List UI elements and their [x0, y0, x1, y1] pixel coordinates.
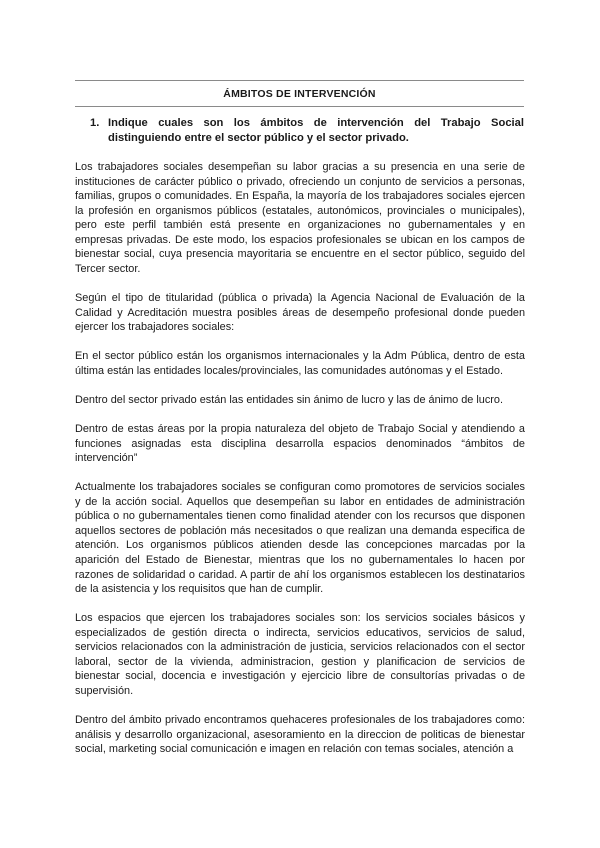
paragraph-2: Según el tipo de titularidad (pública o privada) la Agencia Nacional de Evaluación de la Calidad y Acreditación muestra posibles áreas de desempeño profesional donde pueden ejercer los trabajadores sociales:	[75, 291, 525, 334]
heading-bottom-rule	[75, 106, 524, 107]
paragraph-5: Dentro de estas áreas por la propia naturaleza del objeto de Trabajo Social y atendiendo a funciones asignadas esta disciplina desarrolla espacios denominados “ámbitos de intervención”	[75, 423, 525, 465]
paragraph-7: Los espacios que ejercen los trabajadores sociales son: los servicios sociales básicos y especializados de gestión directa o indirecta, servicios educativos, servicios de salud, servicios relacionados con la administración de justicia, servicios relacionados con el sector laboral, sector de la vivienda, administracion, gestion y planificacion de servicios de bienestar social, docencia e investigación y ejercicio libre de consultorías privadas o de supervisión.	[75, 612, 525, 697]
paragraph-8: Dentro del ámbito privado encontramos quehaceres profesionales de los trabajadores como: análisis y desarrollo organizacional, asesoramiento en la direccion de politicas de bienestar social, marketing social comunicación e imagen en relación con temas sociales, atención a	[75, 714, 525, 756]
section-heading: ÁMBITOS DE INTERVENCIÓN	[223, 88, 376, 100]
document-body	[75, 160, 525, 771]
paragraph-4: Dentro del sector privado están las entidades sin ánimo de lucro y las de ánimo de lucro.	[75, 393, 503, 406]
question-text: Indique cuales son los ámbitos de intervención del Trabajo Social distinguiendo entre el sector público y el sector privado.	[108, 117, 524, 144]
paragraph-1: Los trabajadores sociales desempeñan su labor gracias a su presencia en una serie de instituciones de carácter público o privado, ofreciendo un conjunto de servicios a personas, familias, grupos o comunidades. En España, la mayoría de los trabajadores sociales ejercen la profesión en organismos públicos (estatales, autonómicos, provinciales o municipales), pero este perfil también está presente en organizaciones no gubernamentales y en empresas privadas. De este modo, los espacios profesionales se ubican en los campos de bienestar social, cuya presencia mayoritaria se encuentre en el sector público, seguido del Tercer sector.	[75, 161, 525, 275]
paragraph-6: Actualmente los trabajadores sociales se configuran como promotores de servicios sociales y de la acción social. Aquellos que desempeñan su labor en entidades de administración pública o no gubernamentales tienen como finalidad atender con los recursos que disponen aquellos sectores de población más necesitados o que realizan una demanda especifica de atención. Los organismos públicos atienden desde las concepciones marcadas por la aparición del Estado de Bienestar, mientras que los no gubernamentales lo hacen por razones de solidaridad o caridad. A partir de ahí los organismos establecen los destinatarios de la asistencia y los requisitos que han de cumplir.	[75, 481, 525, 596]
heading-top-rule	[75, 80, 524, 81]
question-item	[90, 116, 524, 145]
paragraph-3: En el sector público están los organismos internacionales y la Adm Pública, dentro de esta última están las entidades locales/provinciales, las comunidades autónomas y el Estado.	[75, 350, 525, 377]
question-number: 1.	[90, 117, 100, 129]
